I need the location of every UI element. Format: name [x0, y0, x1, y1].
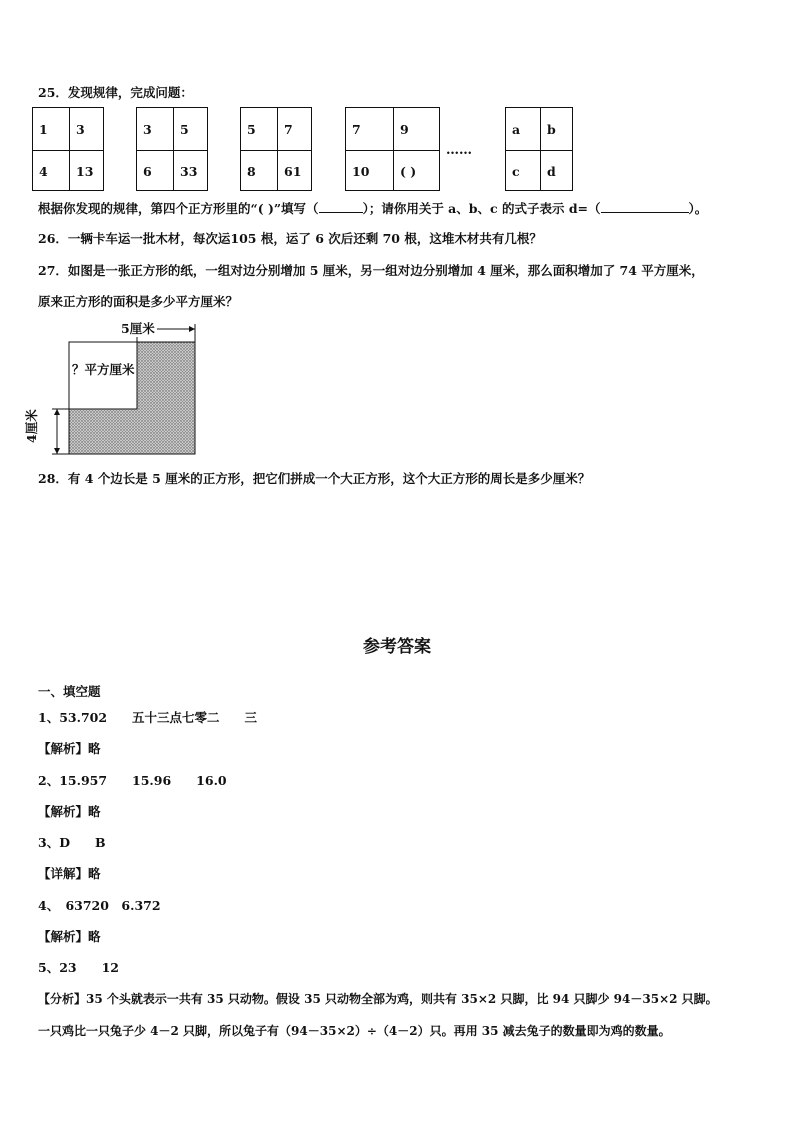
pattern-grid-1: [32, 107, 104, 191]
grid-cell: 6: [137, 150, 173, 191]
q25-question-part2: ）；请你用关于 a、b、c 的式子表示 d=（: [362, 201, 601, 216]
q27-line2: 原来正方形的面积是多少平方厘米？: [38, 294, 239, 309]
grid-cell: 10: [346, 150, 393, 191]
grid-cell: ( ): [393, 150, 440, 191]
grid-cell: 13: [69, 150, 104, 191]
grid-cell: 1: [39, 121, 48, 137]
figure-inner-label: ？平方厘米: [72, 362, 135, 377]
grid-cell: b: [540, 108, 573, 150]
pattern-grid-4: [345, 107, 440, 191]
grid-cell: c: [506, 150, 540, 191]
grid-cell: 3: [143, 121, 152, 137]
answer-note: 【解析】略: [38, 804, 101, 819]
answer-blank-1[interactable]: [319, 212, 363, 213]
grid-cell: 5: [247, 121, 256, 137]
pattern-grid-3: [240, 107, 312, 191]
answer-blank-2[interactable]: [601, 212, 689, 213]
answers-section-heading: 一、填空题: [38, 684, 101, 699]
answer-5-analysis-line2: 一只鸡比一只兔子少 4－2 只脚，所以兔子有（94－35×2）÷（4－2）只。再用 35 减去兔子的数量即为鸡的数量。: [38, 1024, 671, 1038]
grid-cell: 5: [173, 108, 208, 150]
figure-side-label: 4厘米: [24, 409, 39, 443]
q25-heading: 25．发现规律，完成问题：: [38, 85, 193, 100]
square-extension-figure: [30, 318, 210, 463]
grid-cell: 61: [277, 150, 312, 191]
answer-5-analysis-line1: 【分析】35 个头就表示一共有 35 只动物。假设 35 只动物全部为鸡，则共有 35×2 只脚，比 94 只脚少 94－35×2 只脚。: [38, 992, 718, 1006]
grid-cell: a: [512, 121, 521, 137]
figure-top-label: 5厘米: [121, 321, 155, 336]
pattern-grid-general: [505, 107, 573, 191]
q28-text: 28．有 4 个边长是 5 厘米的正方形，把它们拼成一个大正方形，这个大正方形的周长是多少厘米？: [38, 471, 591, 486]
q27-line1: 27．如图是一张正方形的纸，一组对边分别增加 5 厘米，另一组对边分别增加 4 厘米，那么面积增加了 74 平方厘米，: [38, 263, 704, 278]
answer-3: 3、D B: [38, 835, 106, 850]
answers-title: 参考答案: [363, 637, 431, 657]
answer-1: 1、53.702 五十三点七零二 三: [38, 710, 258, 725]
grid-cell: 3: [69, 108, 104, 150]
grid-cell: 4: [33, 150, 69, 191]
grid-cell: d: [540, 150, 573, 191]
q25-question: [38, 200, 707, 218]
ellipsis: ……: [446, 143, 472, 158]
answer-note: 【解析】略: [38, 741, 101, 756]
grid-cell: 33: [173, 150, 208, 191]
q25-question-part1: 根据你发现的规律，第四个正方形里的“( )”填写（: [38, 201, 319, 216]
pattern-grid-2: [136, 107, 208, 191]
q25-question-part3: ）。: [688, 201, 708, 216]
grid-cell: 7: [352, 121, 361, 137]
answer-5: 5、23 12: [38, 960, 119, 975]
grid-cell: 9: [393, 108, 440, 150]
grid-cell: 7: [277, 108, 312, 150]
answer-note: 【详解】略: [38, 866, 101, 881]
answer-4: 4、 63720 6.372: [38, 898, 161, 913]
grid-cell: 8: [241, 150, 277, 191]
q26-text: 26．一辆卡车运一批木材，每次运105 根，运了 6 次后还剩 70 根，这堆木材共有几根？: [38, 231, 542, 246]
answer-note: 【解析】略: [38, 929, 101, 944]
answer-2: 2、15.957 15.96 16.0: [38, 773, 227, 788]
